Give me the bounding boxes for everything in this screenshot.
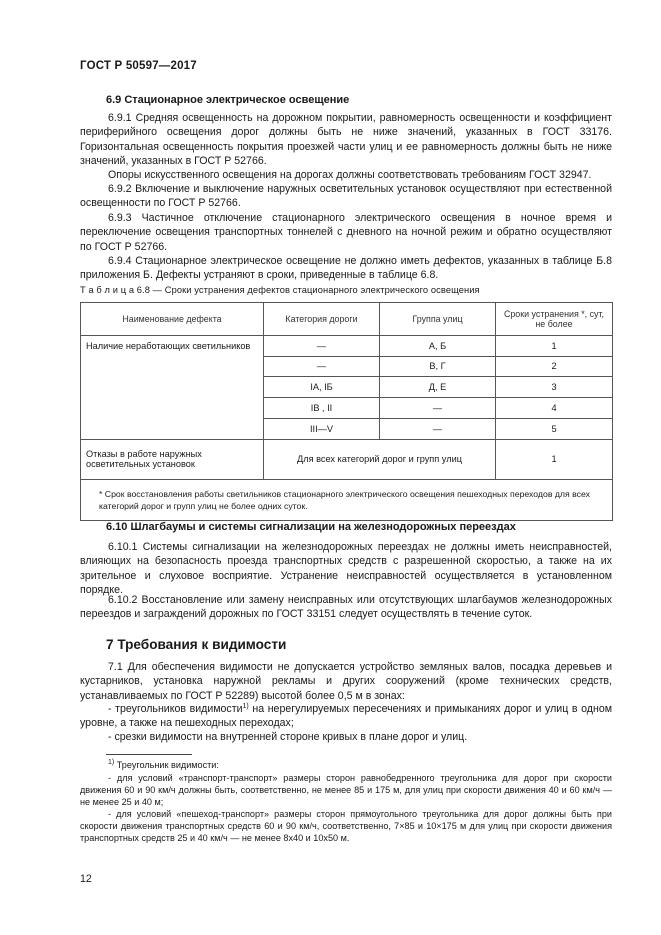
column-header-defect: Наименование дефекта: [81, 303, 264, 336]
document-code-header: ГОСТ Р 50597—2017: [80, 60, 197, 72]
term-cell: 1: [496, 439, 613, 479]
table-note: * Срок восстановления работы светильников стационарного электрического освещения пешеходных переходов для всех категорий дорог и групп улиц не более одних суток.: [81, 479, 613, 520]
footnote-divider: [106, 754, 192, 755]
term-cell: 3: [496, 377, 613, 398]
section-7-title: 7 Требования к видимости: [106, 637, 287, 652]
street-group-cell: —: [380, 397, 496, 418]
road-category-cell: IB , II: [264, 397, 380, 418]
defect-nonworking-lamps: Наличие неработающих светильников: [81, 336, 264, 440]
section-6-10-title: 6.10 Шлагбаумы и системы сигнализации на железнодорожных переездах: [106, 521, 516, 533]
street-group-cell: В, Г: [380, 356, 496, 377]
page-number: 12: [80, 873, 92, 885]
paragraph-6-9-3: 6.9.3 Частичное отключение стационарного электрического освещения в ночное время и переключение освещения транспортных тоннелей с дневного на ночной режим и обратно осуществляют по ГОСТ Р 52766.: [80, 212, 612, 253]
column-header-term: Сроки устранения *, сут, не более: [496, 303, 613, 336]
street-group-cell: —: [380, 418, 496, 439]
table-row: [81, 439, 613, 479]
footnote-ref[interactable]: 1): [242, 703, 249, 710]
paragraph-7-1: 7.1 Для обеспечения видимости не допускается устройство земляных валов, посадка деревьев и кустарников, установка наружной рекламы и других сооружений (кроме технических средств, устанавливаемых по ГОСТ Р 52289) высотой более 0,5 м в зонах:: [80, 661, 612, 702]
footnote-title: [80, 759, 612, 771]
column-header-street-group: Группа улиц: [380, 303, 496, 336]
street-group-cell: Д, Е: [380, 377, 496, 398]
table-6-8: [80, 302, 613, 521]
paragraph-lighting-poles: Опоры искусственного освещения на дорогах должны соответствовать требованиям ГОСТ 32947.: [108, 169, 592, 181]
bullet-text-start: - треугольников видимости: [108, 703, 243, 715]
street-group-cell: А, Б: [380, 336, 496, 357]
term-cell: 1: [496, 336, 613, 357]
paragraph-6-9-1: 6.9.1 Средняя освещенность на дорожном покрытии, равномерность освещенности и коэффициент периферийного освещения дорог должны быть не ниже значений, указанных в ГОСТ 33176. Горизонтальная освещенность покрытия проезжей части улиц и ее равномерность должны быть не ниже значений, указанных в ГОСТ Р 52766.: [80, 112, 612, 168]
table-row: [81, 336, 613, 357]
road-category-cell: IA, IБ: [264, 377, 380, 398]
bullet-visibility-cut: - срезки видимости на внутренней стороне кривых в плане дорог и улиц.: [108, 731, 468, 743]
paragraph-6-10-1: 6.10.1 Системы сигнализации на железнодорожных переездах не должны иметь неисправностей, влияющих на безопасность проезда транспортных средств с разрешенной скоростью, а также на их зрительное и слуховое восприятие. Устранение неисправностей осуществляется в установленном порядке.: [80, 541, 612, 597]
table-6-8-caption: Т а б л и ц а 6.8 — Сроки устранения дефектов стационарного электрического освещения: [80, 285, 480, 295]
bullet-visibility-triangles: [80, 702, 612, 731]
all-categories-cell: Для всех категорий дорог и групп улиц: [264, 439, 496, 479]
table-note-row: [81, 479, 613, 520]
footnote-title-text: Треугольник видимости:: [114, 760, 219, 770]
footnote-marker: 1): [108, 759, 115, 766]
road-category-cell: III—V: [264, 418, 380, 439]
paragraph-6-10-2: 6.10.2 Восстановление или замену неисправных или отсутствующих шлагбаумов железнодорожных переездов и заграждений дорожных по ГОСТ 33151 следует осуществлять в течение суток.: [80, 594, 612, 621]
section-6-9-title: 6.9 Стационарное электрическое освещение: [106, 94, 350, 106]
footnote-item-transport: - для условий «транспорт-транспорт» размеры сторон равнобедренного треугольника для дорог при скорости движения 60 и 90 км/ч должны быть, соответственно, не менее 85 и 175 м, для улиц при скорости движения 40 и 60 км/ч — не менее 25 и 40 м;: [80, 773, 612, 808]
road-category-cell: —: [264, 356, 380, 377]
footnote-item-pedestrian: - для условий «пешеход-транспорт» размеры сторон прямоугольного треугольника для дорог должны быть при скорости движения транспортных средств 60 и 90 км/ч, соответственно, 7×85 и 10×175 м для улиц при скорости движения транспортных средств 25 и 40 км/ч — не менее 8х40 и 10х50 м.: [80, 809, 612, 844]
term-cell: 4: [496, 397, 613, 418]
road-category-cell: —: [264, 336, 380, 357]
column-header-road-category: Категория дороги: [264, 303, 380, 336]
term-cell: 5: [496, 418, 613, 439]
paragraph-6-9-4: 6.9.4 Стационарное электрическое освещение не должно иметь дефектов, указанных в таблице Б.8 приложения Б. Дефекты устраняют в сроки, приведенные в таблице 6.8.: [80, 255, 612, 282]
bullet-text-end: на нерегулируемых пересечениях и примыканиях дорог и улиц в одном уровне, а также на пешеходных переходах;: [80, 703, 612, 730]
paragraph-6-9-2: 6.9.2 Включение и выключение наружных осветительных установок осуществляют при естественной освещенности по ГОСТ Р 52766.: [80, 183, 612, 210]
defect-lighting-failures: Отказы в работе наружных осветительных установок: [81, 439, 264, 479]
term-cell: 2: [496, 356, 613, 377]
